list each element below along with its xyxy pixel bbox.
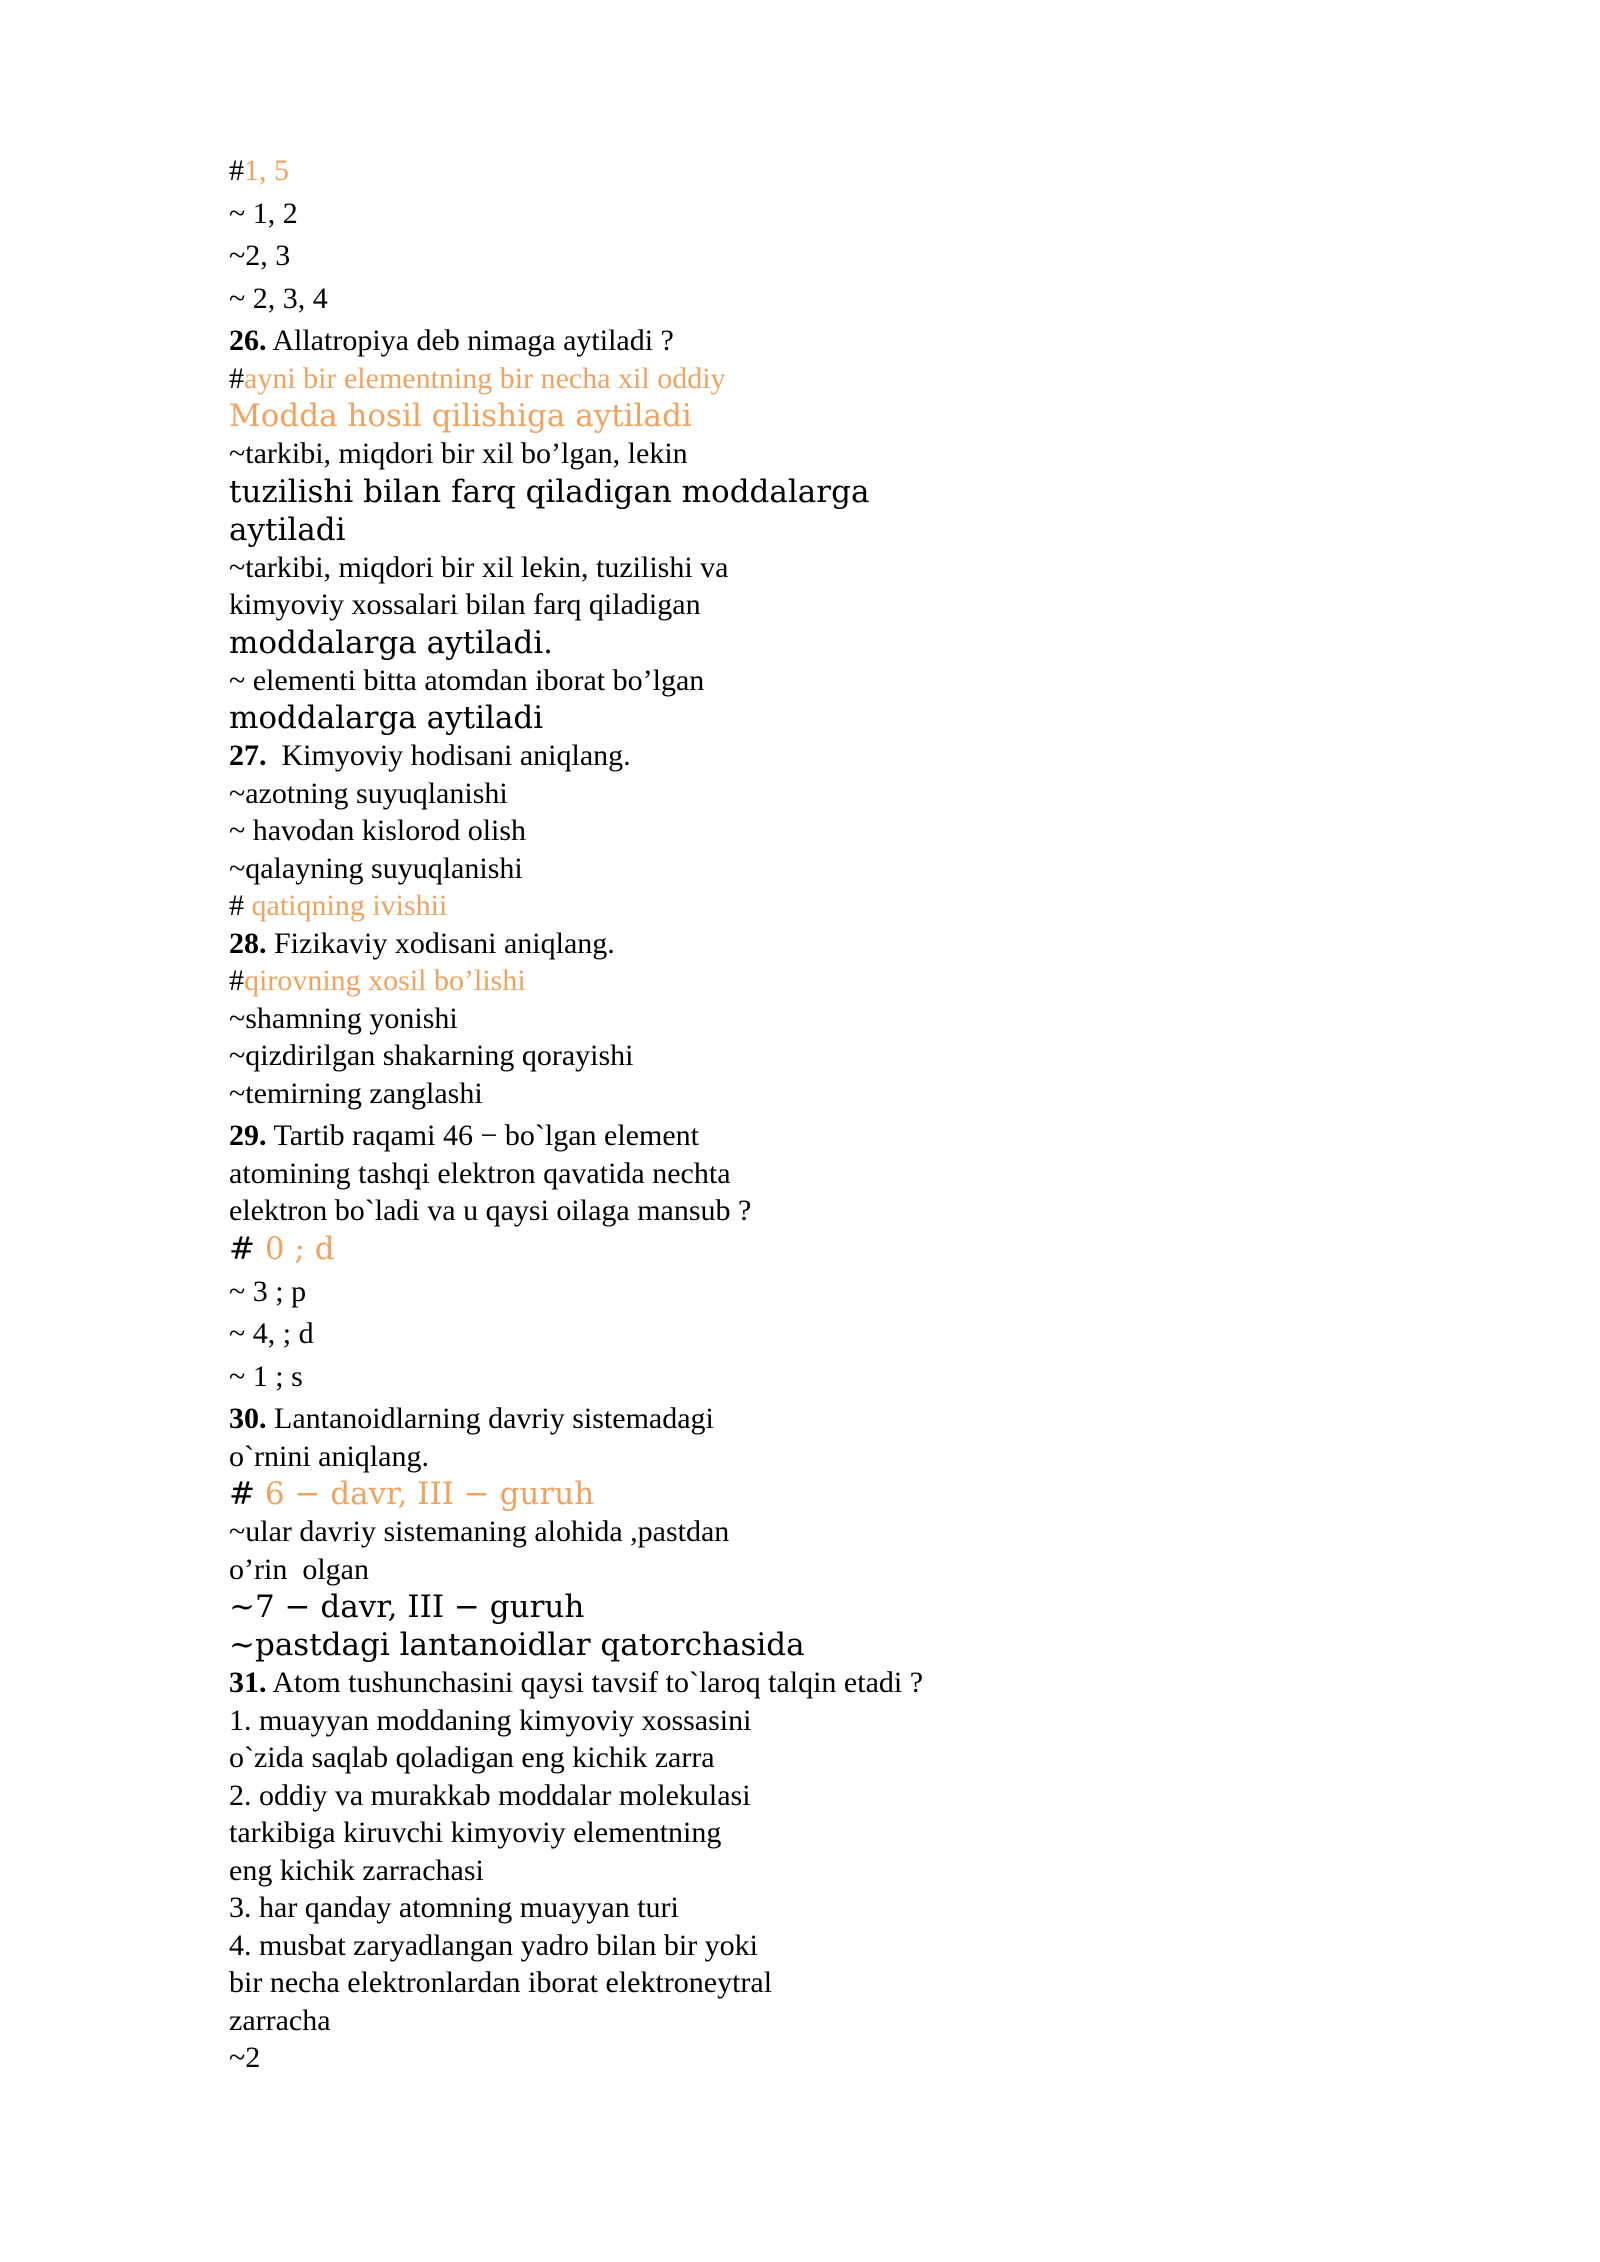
statement-line: zarracha [229, 2003, 331, 2037]
answer-line [229, 1230, 1329, 1268]
option-line: ~qizdirilgan shakarning qorayishi [229, 1039, 634, 1072]
statement-line: eng kichik zarrachasi [229, 1853, 484, 1887]
question-number: 27. [229, 739, 267, 772]
option-line: ~tarkibi, miqdori bir xil lekin, tuzilishi va [229, 550, 729, 584]
correct-answer-continued: Modda hosil qilishiga aytiladi [229, 398, 692, 434]
option-line: ~ 1, 2 [229, 196, 298, 230]
question-text-continued: atomining tashqi elektron qavatida nechta [229, 1156, 731, 1190]
option-line: ~ 4, ; d [229, 1317, 314, 1350]
statement-line: 4. musbat zaryadlangan yadro bilan bir yoki [229, 1928, 759, 1962]
option-line: ~ havodan kislorod olish [229, 814, 527, 847]
statement-line: 1. muayyan moddaning kimyoviy xossasini [229, 1703, 752, 1737]
question-number: 30. [229, 1402, 267, 1435]
option-line: moddalarga aytiladi [229, 700, 544, 736]
question-text-continued: o`rnini aniqlang. [229, 1439, 429, 1473]
statement-line: bir necha elektronlardan iborat elektroneytral [229, 1966, 773, 1999]
question-number: 26. [229, 324, 267, 357]
option-line: tuzilishi bilan farq qiladigan moddalarga [229, 473, 870, 510]
statement-line: 2. oddiy va murakkab moddalar molekulasi [229, 1778, 751, 1812]
question-text: Allatropiya deb nimaga aytiladi ? [266, 324, 674, 357]
option-line: ~shamning yonishi [229, 1001, 458, 1035]
question-27 [229, 737, 1329, 775]
answer-line [229, 887, 1329, 925]
option-line: kimyoviy xossalari bilan farq qiladigan [229, 588, 701, 621]
question-text: Fizikaviy xodisani aniqlang. [266, 926, 615, 960]
question-28 [229, 925, 1329, 963]
answer-line [229, 360, 1329, 398]
question-text: Tartib raqami 46 − bo`lgan element [266, 1119, 699, 1152]
statement-line: tarkibiga kiruvchi kimyoviy elementning [229, 1816, 722, 1849]
option-line: ~2 [229, 2041, 261, 2074]
option-line: ~2, 3 [229, 239, 291, 272]
option-line: aytiladi [229, 511, 346, 548]
option-line: ~ular davriy sistemaning alohida ,pastdan [229, 1515, 730, 1548]
question-text: Lantanoidlarning davriy sistemadagi [266, 1402, 714, 1435]
option-line: ~ elementi bitta atomdan iborat bo’lgan [229, 663, 705, 697]
correct-answer: 1, 5 [244, 154, 289, 187]
answer-line [229, 1475, 1329, 1513]
question-number: 29. [229, 1119, 267, 1152]
option-line: ~ 2, 3, 4 [229, 281, 328, 315]
option-line: ~ 1 ; s [229, 1359, 303, 1393]
question-text-continued: elektron bo`ladi va u qaysi oilaga mansub ? [229, 1194, 752, 1227]
option-line: ~7 − davr, III − guruh [229, 1589, 585, 1625]
answer-line [229, 962, 1329, 1000]
question-26 [229, 322, 1329, 360]
option-line: ~pastdagi lantanoidlar qatorchasida [229, 1627, 805, 1663]
statement-line: o`zida saqlab qoladigan eng kichik zarra [229, 1741, 715, 1774]
question-text: Atom tushunchasini qaysi tavsif to`laroq talqin etadi ? [266, 1666, 924, 1699]
correct-answer: ayni bir elementning bir necha xil oddiy [244, 361, 726, 395]
question-text: Kimyoviy hodisani aniqlang. [266, 739, 631, 772]
option-line: ~tarkibi, miqdori bir xil bo’lgan, lekin [229, 437, 688, 470]
answer-mark: # [229, 154, 244, 187]
correct-answer: 0 ; d [264, 1230, 335, 1267]
option-line: o’rin olgan [229, 1552, 369, 1586]
answer-mark: # [229, 964, 244, 997]
statement-line: 3. har qanday atomning muayyan turi [229, 1891, 679, 1924]
answer-mark: # [229, 1230, 265, 1267]
correct-answer: 6 − davr, III − guruh [264, 1476, 595, 1512]
answer-line [229, 152, 1329, 190]
question-31 [229, 1664, 1329, 1702]
question-number: 28. [229, 926, 267, 960]
correct-answer: qatiqning ivishii [251, 889, 448, 922]
option-line: moddalarga aytiladi. [229, 624, 554, 661]
quiz-content [229, 152, 1329, 2077]
option-line: ~temirning zanglashi [229, 1076, 483, 1110]
answer-mark: # [229, 1476, 265, 1512]
answer-mark: # [229, 889, 252, 922]
question-number: 31. [229, 1666, 267, 1699]
answer-mark: # [229, 361, 244, 395]
option-line: ~ 3 ; p [229, 1274, 307, 1308]
correct-answer: qirovning xosil bo’lishi [244, 964, 526, 997]
option-line: ~qalayning suyuqlanishi [229, 851, 523, 885]
question-30 [229, 1400, 1329, 1438]
option-line: ~azotning suyuqlanishi [229, 776, 508, 810]
question-29 [229, 1117, 1329, 1155]
